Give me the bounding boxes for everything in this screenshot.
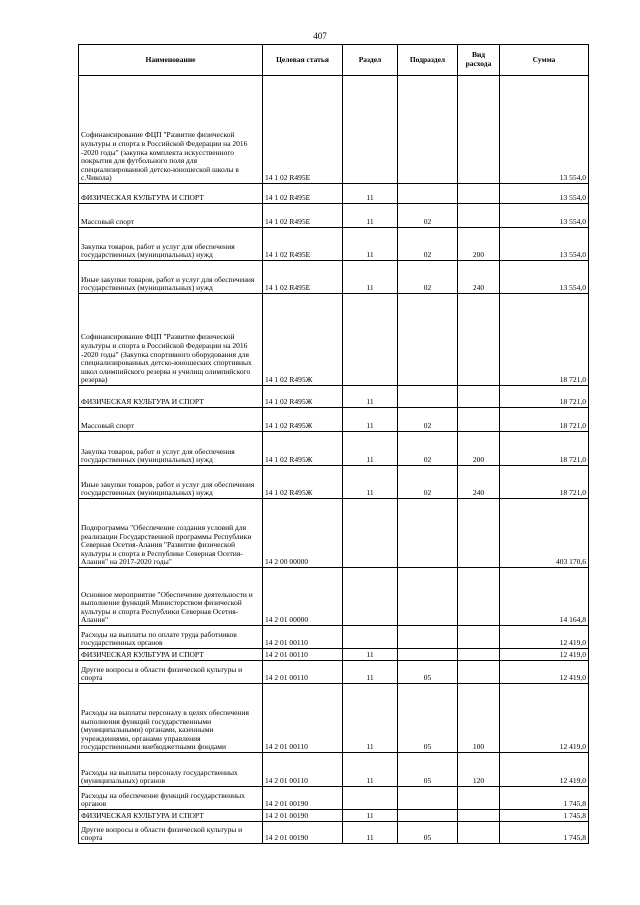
row-section: 11 bbox=[343, 810, 398, 822]
row-section: 11 bbox=[343, 386, 398, 408]
row-section bbox=[343, 294, 398, 386]
row-name: Массовый спорт bbox=[79, 204, 263, 228]
row-expense: 200 bbox=[458, 228, 500, 261]
row-section: 11 bbox=[343, 184, 398, 204]
row-subsection: 02 bbox=[398, 432, 458, 466]
row-amount: 1 745,8 bbox=[500, 810, 589, 822]
row-amount: 18 721,0 bbox=[500, 408, 589, 432]
row-section: 11 bbox=[343, 204, 398, 228]
row-section: 11 bbox=[343, 261, 398, 294]
row-subsection bbox=[398, 386, 458, 408]
table-row bbox=[79, 432, 589, 466]
row-expense bbox=[458, 822, 500, 844]
row-subsection bbox=[398, 787, 458, 810]
row-name: Другие вопросы в области физической культуры и спорта bbox=[79, 661, 263, 684]
row-target: 14 1 02 R495Ж bbox=[263, 294, 343, 386]
row-target: 14 2 01 00110 bbox=[263, 626, 343, 649]
row-amount: 14 164,8 bbox=[500, 568, 589, 626]
row-subsection: 02 bbox=[398, 466, 458, 499]
row-amount: 12 419,0 bbox=[500, 753, 589, 787]
row-amount: 1 745,8 bbox=[500, 787, 589, 810]
row-target: 14 1 02 R495E bbox=[263, 261, 343, 294]
row-expense bbox=[458, 294, 500, 386]
row-amount: 12 419,0 bbox=[500, 661, 589, 684]
row-name: Расходы на выплаты персоналу в целях обеспечения выполнения функций государственными (муниципальными) органами, казенными учреждениями, органами управления государственными внебюджетными фондами bbox=[79, 684, 263, 753]
row-expense: 240 bbox=[458, 261, 500, 294]
table-row bbox=[79, 684, 589, 753]
row-name: ФИЗИЧЕСКАЯ КУЛЬТУРА И СПОРТ bbox=[79, 810, 263, 822]
row-target: 14 1 02 R495Ж bbox=[263, 386, 343, 408]
row-name: ФИЗИЧЕСКАЯ КУЛЬТУРА И СПОРТ bbox=[79, 649, 263, 661]
row-subsection: 02 bbox=[398, 408, 458, 432]
table-row bbox=[79, 76, 589, 184]
row-subsection: 05 bbox=[398, 684, 458, 753]
row-expense bbox=[458, 499, 500, 568]
table-row bbox=[79, 822, 589, 844]
row-target: 14 1 02 R495Ж bbox=[263, 432, 343, 466]
row-subsection: 05 bbox=[398, 753, 458, 787]
table-row bbox=[79, 184, 589, 204]
row-subsection: 05 bbox=[398, 822, 458, 844]
row-section bbox=[343, 568, 398, 626]
row-name: Иные закупки товаров, работ и услуг для обеспечения государственных (муниципальных) нужд bbox=[79, 261, 263, 294]
row-subsection: 05 bbox=[398, 661, 458, 684]
table-row bbox=[79, 787, 589, 810]
header-name: Наименование bbox=[79, 45, 263, 76]
row-amount: 1 745,8 bbox=[500, 822, 589, 844]
row-expense: 120 bbox=[458, 753, 500, 787]
row-name: Массовый спорт bbox=[79, 408, 263, 432]
row-expense bbox=[458, 204, 500, 228]
row-section: 11 bbox=[343, 753, 398, 787]
row-target: 14 2 01 00110 bbox=[263, 753, 343, 787]
row-target: 14 2 01 00110 bbox=[263, 649, 343, 661]
table-row bbox=[79, 753, 589, 787]
row-name: ФИЗИЧЕСКАЯ КУЛЬТУРА И СПОРТ bbox=[79, 184, 263, 204]
row-name: Основное мероприятие "Обеспечение деятельности и выполнение функций Министерством физической культуры и спорта Республики Северная Осетия-Алания" bbox=[79, 568, 263, 626]
row-expense: 100 bbox=[458, 684, 500, 753]
row-expense bbox=[458, 810, 500, 822]
row-name: Расходы на выплаты по оплате труда работников государственных органов bbox=[79, 626, 263, 649]
row-subsection: 02 bbox=[398, 228, 458, 261]
row-target: 14 2 00 00000 bbox=[263, 499, 343, 568]
row-amount: 13 554,0 bbox=[500, 204, 589, 228]
row-subsection bbox=[398, 626, 458, 649]
row-section: 11 bbox=[343, 684, 398, 753]
row-section: 11 bbox=[343, 649, 398, 661]
row-expense bbox=[458, 408, 500, 432]
header-amount: Сумма bbox=[500, 45, 589, 76]
row-target: 14 1 02 R495Ж bbox=[263, 408, 343, 432]
row-subsection: 02 bbox=[398, 204, 458, 228]
row-name: Закупка товаров, работ и услуг для обеспечения государственных (муниципальных) нужд bbox=[79, 432, 263, 466]
table-row bbox=[79, 228, 589, 261]
row-amount: 13 554,0 bbox=[500, 184, 589, 204]
row-target: 14 2 01 00110 bbox=[263, 684, 343, 753]
table-row bbox=[79, 386, 589, 408]
row-target: 14 1 02 R495E bbox=[263, 204, 343, 228]
row-expense bbox=[458, 568, 500, 626]
row-target: 14 2 01 00110 bbox=[263, 661, 343, 684]
header-section: Раздел bbox=[343, 45, 398, 76]
row-target: 14 1 02 R495Ж bbox=[263, 466, 343, 499]
table-row bbox=[79, 408, 589, 432]
row-section: 11 bbox=[343, 661, 398, 684]
row-target: 14 2 01 00190 bbox=[263, 822, 343, 844]
row-expense bbox=[458, 184, 500, 204]
row-name: Подпрограмма "Обеспечение создания условий для реализации Государственной программы Республики Северная Осетия-Алания "Развитие физической культуры и спорта в Республике Северная Осетия-Алания" на 2017-2020 годы" bbox=[79, 499, 263, 568]
row-section: 11 bbox=[343, 408, 398, 432]
budget-table bbox=[78, 44, 589, 844]
table-row bbox=[79, 568, 589, 626]
table-header-row bbox=[79, 45, 589, 76]
row-target: 14 1 02 R495E bbox=[263, 76, 343, 184]
row-amount: 12 419,0 bbox=[500, 684, 589, 753]
row-expense bbox=[458, 649, 500, 661]
row-amount: 13 554,0 bbox=[500, 76, 589, 184]
row-amount: 13 554,0 bbox=[500, 228, 589, 261]
row-subsection bbox=[398, 76, 458, 184]
header-subsection: Подраздел bbox=[398, 45, 458, 76]
row-expense: 240 bbox=[458, 466, 500, 499]
table-row bbox=[79, 810, 589, 822]
row-subsection: 02 bbox=[398, 261, 458, 294]
table-row bbox=[79, 466, 589, 499]
row-name: ФИЗИЧЕСКАЯ КУЛЬТУРА И СПОРТ bbox=[79, 386, 263, 408]
table-row bbox=[79, 204, 589, 228]
row-name: Другие вопросы в области физической культуры и спорта bbox=[79, 822, 263, 844]
row-amount: 12 419,0 bbox=[500, 626, 589, 649]
row-subsection bbox=[398, 568, 458, 626]
row-amount: 18 721,0 bbox=[500, 294, 589, 386]
row-amount: 18 721,0 bbox=[500, 386, 589, 408]
row-expense bbox=[458, 76, 500, 184]
table-row bbox=[79, 294, 589, 386]
row-expense bbox=[458, 661, 500, 684]
page-number: 407 bbox=[313, 31, 327, 41]
row-section bbox=[343, 76, 398, 184]
row-amount: 18 721,0 bbox=[500, 466, 589, 499]
row-expense bbox=[458, 787, 500, 810]
row-section: 11 bbox=[343, 228, 398, 261]
row-target: 14 2 01 00190 bbox=[263, 787, 343, 810]
table-row bbox=[79, 261, 589, 294]
row-section bbox=[343, 787, 398, 810]
row-name: Софинансирование ФЦП "Развитие физической культуры и спорта в Российской Федерации на 2016 -2020 годы" (Закупка спортивного оборудования для специализированных детско-юношеских спортивных школ олимпийского резерва и училищ олимпийского резерва) bbox=[79, 294, 263, 386]
row-section bbox=[343, 626, 398, 649]
row-section: 11 bbox=[343, 822, 398, 844]
row-target: 14 1 02 R495E bbox=[263, 184, 343, 204]
table-row bbox=[79, 499, 589, 568]
row-subsection bbox=[398, 649, 458, 661]
row-amount: 403 170,6 bbox=[500, 499, 589, 568]
row-name: Софинансирование ФЦП "Развитие физической культуры и спорта в Российской Федерации на 2016 -2020 годы" (закупка комплекта искусственного покрытия для футбольного поля для специализированной детско-юношеской школы в с.Чикола) bbox=[79, 76, 263, 184]
row-target: 14 2 01 00190 bbox=[263, 810, 343, 822]
table-row bbox=[79, 649, 589, 661]
row-subsection bbox=[398, 810, 458, 822]
row-expense bbox=[458, 626, 500, 649]
row-subsection bbox=[398, 499, 458, 568]
row-section: 11 bbox=[343, 432, 398, 466]
row-expense: 200 bbox=[458, 432, 500, 466]
row-target: 14 1 02 R495E bbox=[263, 228, 343, 261]
row-amount: 18 721,0 bbox=[500, 432, 589, 466]
row-name: Расходы на обеспечение функций государственных органов bbox=[79, 787, 263, 810]
row-section bbox=[343, 499, 398, 568]
row-subsection bbox=[398, 184, 458, 204]
row-amount: 12 419,0 bbox=[500, 649, 589, 661]
row-expense bbox=[458, 386, 500, 408]
table-row bbox=[79, 661, 589, 684]
row-name: Расходы на выплаты персоналу государственных (муниципальных) органов bbox=[79, 753, 263, 787]
row-section: 11 bbox=[343, 466, 398, 499]
row-name: Иные закупки товаров, работ и услуг для обеспечения государственных (муниципальных) нужд bbox=[79, 466, 263, 499]
table-row bbox=[79, 626, 589, 649]
header-expense-type: Вид расхода bbox=[458, 45, 500, 76]
row-subsection bbox=[398, 294, 458, 386]
header-target: Целевая статья bbox=[263, 45, 343, 76]
row-amount: 13 554,0 bbox=[500, 261, 589, 294]
row-target: 14 2 01 00000 bbox=[263, 568, 343, 626]
row-name: Закупка товаров, работ и услуг для обеспечения государственных (муниципальных) нужд bbox=[79, 228, 263, 261]
